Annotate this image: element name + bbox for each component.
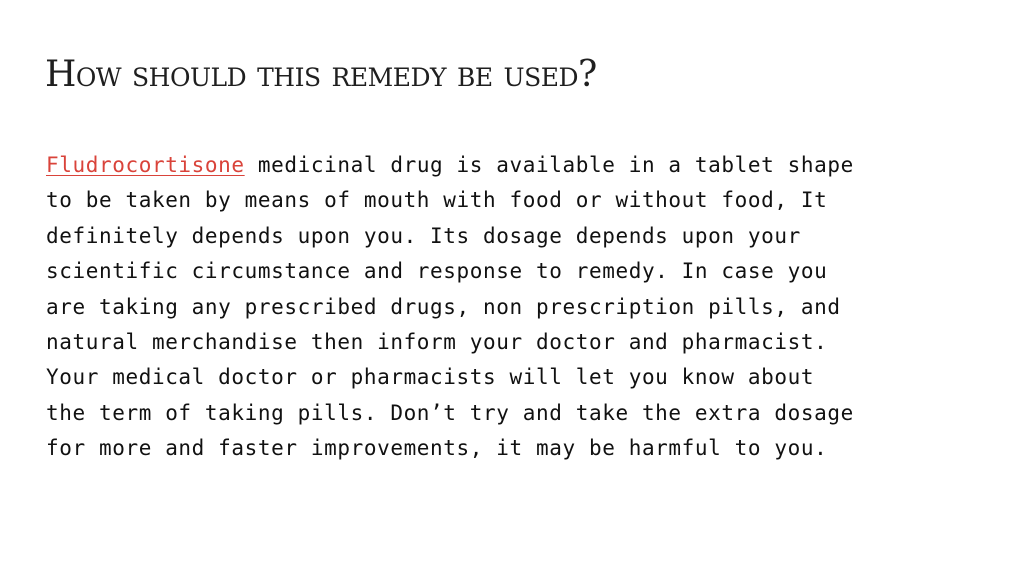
paragraph-line: natural merchandise then inform your doctor and pharmacist.	[46, 330, 828, 355]
paragraph-line-1	[46, 148, 986, 183]
paragraph-line: to be taken by means of mouth with food or without food, It	[46, 188, 828, 213]
fludrocortisone-link[interactable]: Fludrocortisone	[46, 153, 245, 177]
paragraph-line-1-text: medicinal drug is available in a tablet shape	[244, 153, 854, 177]
paragraph-line: definitely depends upon you. Its dosage depends upon your	[46, 223, 801, 248]
paragraph-line: the term of taking pills. Don’t try and take the extra dosage	[46, 400, 854, 425]
body-paragraph	[46, 148, 986, 467]
paragraph-line: Your medical doctor or pharmacists will let you know about	[46, 365, 815, 390]
slide-title: How should this remedy be used?	[45, 54, 597, 95]
paragraph-line: are taking any prescribed drugs, non prescription pills, and	[46, 294, 841, 319]
paragraph-line: for more and faster improvements, it may be harmful to you.	[46, 436, 828, 461]
paragraph-line: scientific circumstance and response to remedy. In case you	[46, 259, 828, 284]
